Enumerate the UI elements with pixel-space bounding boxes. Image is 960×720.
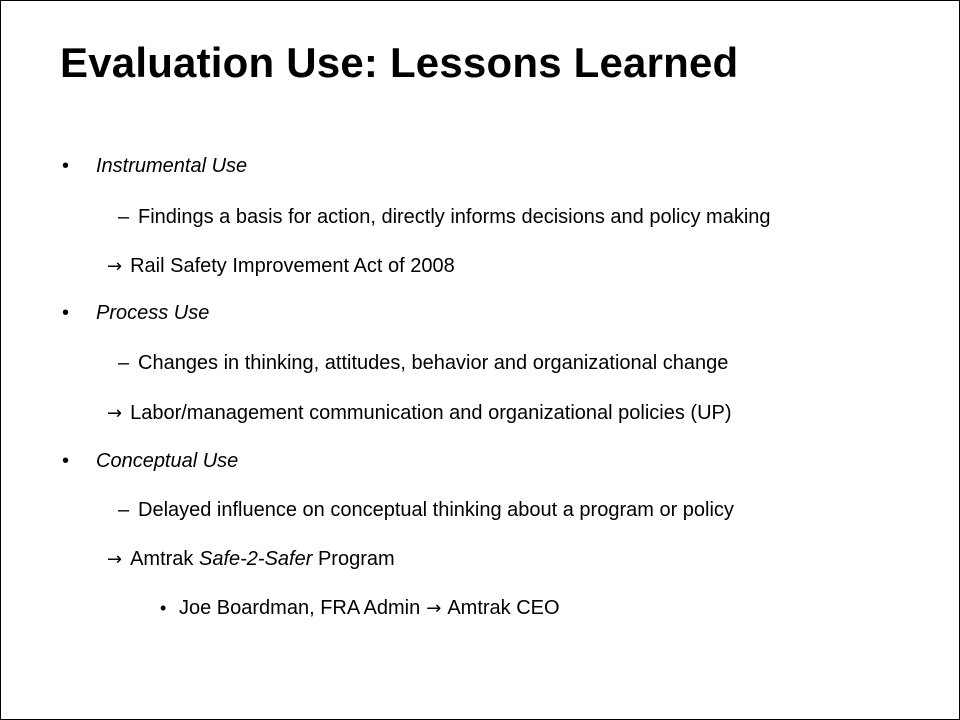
bullet-icon: • [62,302,70,324]
arrow-right-icon: → [107,256,123,277]
section-heading-conceptual: Conceptual Use [96,450,239,472]
sub-item-part1: Joe Boardman, FRA Admin [179,597,421,619]
bullet-icon: • [62,155,70,177]
example-suffix: Program [317,548,395,570]
example-line-conceptual [107,547,395,572]
slide-title: Evaluation Use: Lessons Learned [60,39,739,86]
example-prefix: Amtrak [130,548,194,570]
sub-bullet-icon: • [160,598,167,618]
section-description-instrumental: Findings a basis for action, directly informs decisions and policy making [138,206,771,228]
section-description-conceptual: Delayed influence on conceptual thinking about a program or policy [138,499,734,521]
dash-icon: – [118,352,130,374]
arrow-right-icon: → [426,598,442,619]
example-text-instrumental: Rail Safety Improvement Act of 2008 [130,255,455,277]
section-description-process: Changes in thinking, attitudes, behavior and organizational change [138,352,729,374]
sub-item-line [179,596,560,621]
dash-icon: – [118,206,130,228]
example-line-instrumental [107,254,455,279]
arrow-right-icon: → [107,549,123,570]
example-line-process [107,401,732,426]
section-heading-instrumental: Instrumental Use [96,155,248,177]
example-program-name: Safe-2-Safer [199,548,313,570]
sub-item-part2: Amtrak CEO [447,597,560,619]
arrow-right-icon: → [107,403,123,424]
bullet-icon: • [62,450,70,472]
example-text-process: Labor/management communication and organizational policies (UP) [130,402,732,424]
section-heading-process: Process Use [96,302,210,324]
dash-icon: – [118,499,130,521]
